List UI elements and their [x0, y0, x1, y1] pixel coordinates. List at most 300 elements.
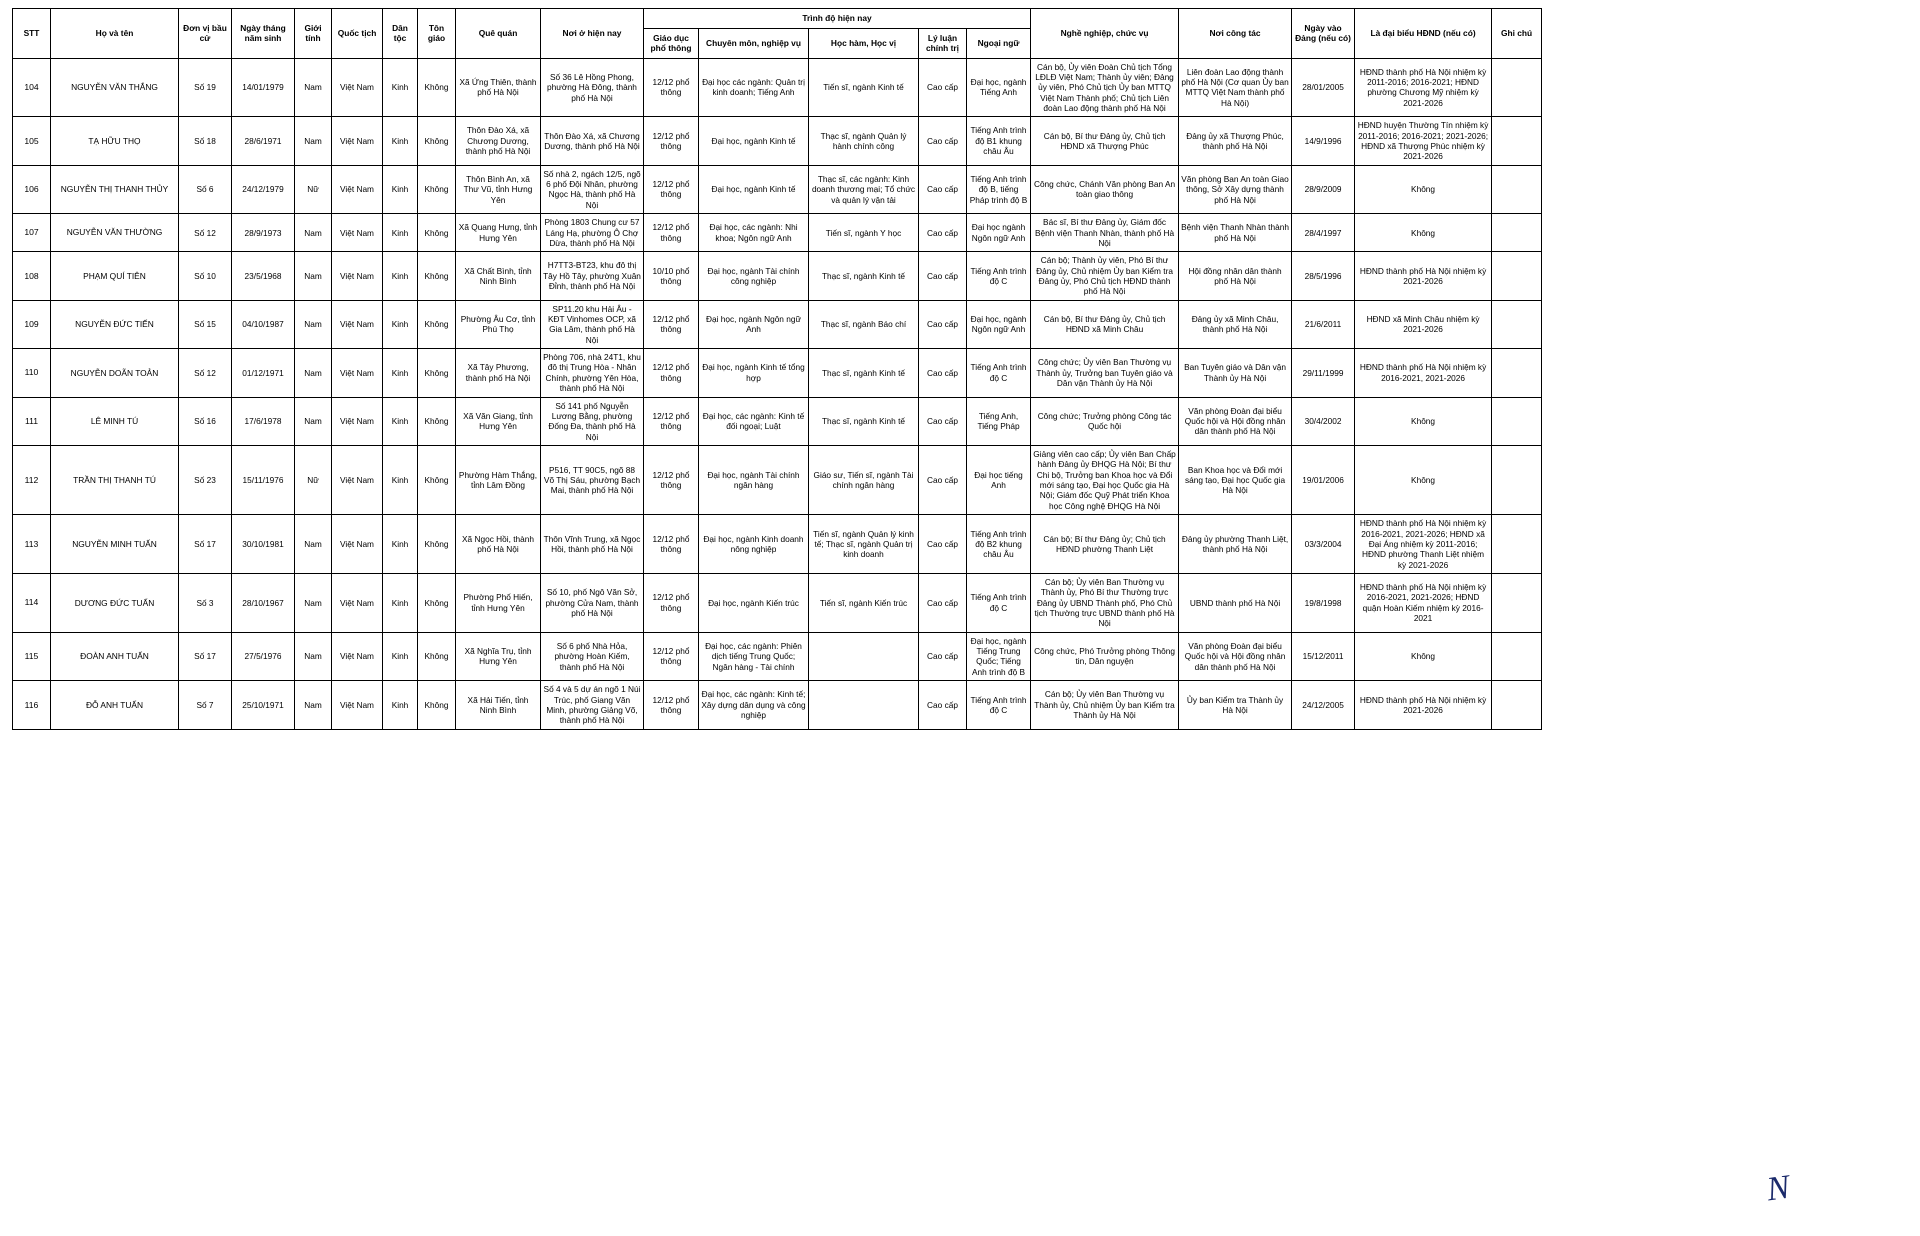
cell-workplace: Ban Tuyên giáo và Dân vận Thành ủy Hà Nội [1179, 349, 1292, 397]
cell-note [1492, 681, 1542, 729]
table-row [13, 165, 1542, 213]
table-row [13, 252, 1542, 300]
cell-political: Cao cấp [919, 446, 967, 515]
cell-hometown: Xã Ứng Thiên, thành phố Hà Nội [456, 58, 541, 117]
cell-stt: 113 [13, 515, 51, 574]
cell-party-date: 30/4/2002 [1292, 397, 1355, 445]
cell-nationality: Việt Nam [332, 397, 383, 445]
cell-religion: Không [418, 573, 456, 632]
header-stt: STT [13, 9, 51, 59]
cell-sex: Nam [295, 214, 332, 252]
cell-party-date: 28/01/2005 [1292, 58, 1355, 117]
cell-religion: Không [418, 681, 456, 729]
cell-job: Công chức; Ủy viên Ban Thường vụ Thành ủy, Trưởng ban Tuyên giáo và Dân vận Thành ủy Hà Nội [1031, 349, 1179, 397]
header-name: Họ và tên [51, 9, 179, 59]
cell-dob: 25/10/1971 [232, 681, 295, 729]
cell-stt: 114 [13, 573, 51, 632]
cell-education: 12/12 phổ thông [644, 214, 699, 252]
cell-ethnic: Kinh [383, 165, 418, 213]
cell-party-date: 15/12/2011 [1292, 632, 1355, 680]
cell-language: Tiếng Anh trình độ B2 khung châu Âu [967, 515, 1031, 574]
cell-academic: Tiến sĩ, ngành Quản lý kinh tế; Thạc sĩ, ngành Quản trị kinh doanh [809, 515, 919, 574]
cell-unit: Số 12 [179, 349, 232, 397]
cell-profession: Đại học, ngành Kiến trúc [699, 573, 809, 632]
cell-residence: H7TT3-BT23, khu đô thị Tây Hồ Tây, phường Xuân Đỉnh, thành phố Hà Nội [541, 252, 644, 300]
cell-hometown: Phường Phố Hiến, tỉnh Hưng Yên [456, 573, 541, 632]
cell-party-date: 21/6/2011 [1292, 300, 1355, 348]
cell-dob: 15/11/1976 [232, 446, 295, 515]
cell-political: Cao cấp [919, 397, 967, 445]
cell-unit: Số 10 [179, 252, 232, 300]
header-hometown: Quê quán [456, 9, 541, 59]
cell-workplace: Văn phòng Đoàn đại biểu Quốc hội và Hội đồng nhân dân thành phố Hà Nội [1179, 632, 1292, 680]
cell-dob: 04/10/1987 [232, 300, 295, 348]
cell-job: Công chức; Trưởng phòng Công tác Quốc hội [1031, 397, 1179, 445]
cell-name: DƯƠNG ĐỨC TUẤN [51, 573, 179, 632]
cell-religion: Không [418, 58, 456, 117]
cell-religion: Không [418, 397, 456, 445]
cell-hdnd: HĐND thành phố Hà Nội nhiệm kỳ 2016-2021, 2021-2026 [1355, 349, 1492, 397]
header-dob: Ngày tháng năm sinh [232, 9, 295, 59]
cell-stt: 116 [13, 681, 51, 729]
cell-workplace: Đảng ủy xã Minh Châu, thành phố Hà Nội [1179, 300, 1292, 348]
cell-hdnd: HĐND thành phố Hà Nội nhiệm kỳ 2016-2021, 2021-2026; HĐND xã Đại Áng nhiệm kỳ 2011-2016; HĐND phường Thanh Liệt nhiệm kỳ 2021-2026 [1355, 515, 1492, 574]
cell-workplace: Văn phòng Ban An toàn Giao thông, Sở Xây dựng thành phố Hà Nội [1179, 165, 1292, 213]
cell-party-date: 29/11/1999 [1292, 349, 1355, 397]
cell-stt: 104 [13, 58, 51, 117]
header-language: Ngoại ngữ [967, 28, 1031, 58]
cell-language: Đại học, ngành Tiếng Trung Quốc; Tiếng Anh trình độ B [967, 632, 1031, 680]
cell-education: 12/12 phổ thông [644, 349, 699, 397]
cell-academic: Tiến sĩ, ngành Y học [809, 214, 919, 252]
cell-sex: Nam [295, 300, 332, 348]
cell-note [1492, 117, 1542, 165]
header-workplace: Nơi công tác [1179, 9, 1292, 59]
cell-party-date: 14/9/1996 [1292, 117, 1355, 165]
cell-ethnic: Kinh [383, 632, 418, 680]
cell-academic: Thạc sĩ, các ngành: Kinh doanh thương mại; Tổ chức và quản lý vận tải [809, 165, 919, 213]
cell-residence: Số 10, phố Ngô Văn Sở, phường Cửa Nam, thành phố Hà Nội [541, 573, 644, 632]
candidate-list-sheet [12, 8, 1533, 730]
cell-nationality: Việt Nam [332, 515, 383, 574]
header-note: Ghi chú [1492, 9, 1542, 59]
cell-academic: Thạc sĩ, ngành Báo chí [809, 300, 919, 348]
cell-note [1492, 165, 1542, 213]
cell-language: Tiếng Anh trình độ C [967, 573, 1031, 632]
cell-ethnic: Kinh [383, 573, 418, 632]
cell-residence: Phòng 1803 Chung cư 57 Láng Hạ, phường Ô Chợ Dừa, thành phố Hà Nội [541, 214, 644, 252]
cell-language: Đại học tiếng Anh [967, 446, 1031, 515]
cell-ethnic: Kinh [383, 515, 418, 574]
cell-nationality: Việt Nam [332, 165, 383, 213]
cell-political: Cao cấp [919, 300, 967, 348]
table-row [13, 300, 1542, 348]
header-job: Nghề nghiệp, chức vụ [1031, 9, 1179, 59]
cell-workplace: Ban Khoa học và Đổi mới sáng tạo, Đại học Quốc gia Hà Nội [1179, 446, 1292, 515]
cell-hometown: Phường Âu Cơ, tỉnh Phú Thọ [456, 300, 541, 348]
cell-job: Cán bộ, Bí thư Đảng ủy, Chủ tịch HĐND xã Thượng Phúc [1031, 117, 1179, 165]
cell-language: Tiếng Anh trình độ C [967, 349, 1031, 397]
cell-profession: Đại học, ngành Kinh tế [699, 165, 809, 213]
cell-hometown: Xã Ngọc Hồi, thành phố Hà Nội [456, 515, 541, 574]
cell-nationality: Việt Nam [332, 349, 383, 397]
cell-political: Cao cấp [919, 349, 967, 397]
cell-stt: 108 [13, 252, 51, 300]
cell-residence: Thôn Vĩnh Trung, xã Ngọc Hồi, thành phố Hà Nội [541, 515, 644, 574]
header-party-date: Ngày vào Đảng (nếu có) [1292, 9, 1355, 59]
table-row [13, 349, 1542, 397]
cell-dob: 28/10/1967 [232, 573, 295, 632]
cell-note [1492, 397, 1542, 445]
cell-sex: Nam [295, 573, 332, 632]
cell-sex: Nam [295, 117, 332, 165]
cell-job: Bác sĩ, Bí thư Đảng ủy, Giám đốc Bệnh viện Thanh Nhàn, thành phố Hà Nội [1031, 214, 1179, 252]
cell-workplace: Đảng ủy phường Thanh Liệt, thành phố Hà Nội [1179, 515, 1292, 574]
cell-party-date: 28/9/2009 [1292, 165, 1355, 213]
cell-note [1492, 632, 1542, 680]
table-row [13, 58, 1542, 117]
cell-hdnd: Không [1355, 632, 1492, 680]
cell-political: Cao cấp [919, 117, 967, 165]
cell-name: TẠ HỮU THỌ [51, 117, 179, 165]
cell-residence: Thôn Đào Xá, xã Chương Dương, thành phố Hà Nội [541, 117, 644, 165]
cell-workplace: Hội đồng nhân dân thành phố Hà Nội [1179, 252, 1292, 300]
handwritten-signature: N [1764, 1168, 1793, 1209]
cell-religion: Không [418, 515, 456, 574]
cell-hometown: Thôn Đào Xá, xã Chương Dương, thành phố Hà Nội [456, 117, 541, 165]
cell-academic [809, 632, 919, 680]
header-ethnic: Dân tộc [383, 9, 418, 59]
table-row [13, 515, 1542, 574]
cell-education: 12/12 phổ thông [644, 165, 699, 213]
cell-sex: Nam [295, 397, 332, 445]
table-body [13, 58, 1542, 729]
cell-stt: 112 [13, 446, 51, 515]
cell-sex: Nam [295, 515, 332, 574]
cell-unit: Số 19 [179, 58, 232, 117]
cell-ethnic: Kinh [383, 446, 418, 515]
cell-note [1492, 446, 1542, 515]
cell-hdnd: HĐND huyện Thường Tín nhiệm kỳ 2011-2016; 2016-2021; 2021-2026; HĐND xã Thượng Phúc nhiệm kỳ 2021-2026 [1355, 117, 1492, 165]
cell-dob: 14/01/1979 [232, 58, 295, 117]
cell-ethnic: Kinh [383, 252, 418, 300]
cell-dob: 28/6/1971 [232, 117, 295, 165]
header-hdnd: Là đại biểu HĐND (nếu có) [1355, 9, 1492, 59]
cell-unit: Số 7 [179, 681, 232, 729]
cell-workplace: Liên đoàn Lao động thành phố Hà Nội (Cơ quan Ủy ban MTTQ Việt Nam thành phố Hà Nội) [1179, 58, 1292, 117]
cell-political: Cao cấp [919, 252, 967, 300]
cell-job: Công chức, Phó Trưởng phòng Thông tin, Dân nguyện [1031, 632, 1179, 680]
cell-residence: Số 4 và 5 dự án ngõ 1 Núi Trúc, phố Giang Văn Minh, phường Giảng Võ, thành phố Hà Nội [541, 681, 644, 729]
cell-stt: 115 [13, 632, 51, 680]
candidate-table [12, 8, 1542, 730]
cell-dob: 17/6/1978 [232, 397, 295, 445]
cell-residence: Số 36 Lê Hồng Phong, phường Hà Đông, thành phố Hà Nội [541, 58, 644, 117]
cell-political: Cao cấp [919, 632, 967, 680]
cell-academic: Thạc sĩ, ngành Kinh tế [809, 349, 919, 397]
cell-workplace: Văn phòng Đoàn đại biểu Quốc hội và Hội đồng nhân dân thành phố Hà Nội [1179, 397, 1292, 445]
cell-hometown: Xã Tây Phương, thành phố Hà Nội [456, 349, 541, 397]
cell-hdnd: HĐND xã Minh Châu nhiệm kỳ 2021-2026 [1355, 300, 1492, 348]
cell-job: Cán bộ, Ủy viên Đoàn Chủ tịch Tổng LĐLĐ Việt Nam; Thành ủy viên; Đảng ủy viên, Phó Chủ tịch Ủy ban MTTQ Việt Nam Thành phố; Chủ tịch Liên đoàn Lao động thành phố Hà Nội [1031, 58, 1179, 117]
cell-unit: Số 15 [179, 300, 232, 348]
cell-residence: SP11.20 khu Hải Âu - KĐT Vinhomes OCP, xã Gia Lâm, thành phố Hà Nội [541, 300, 644, 348]
cell-hdnd: Không [1355, 397, 1492, 445]
cell-nationality: Việt Nam [332, 117, 383, 165]
header-residence: Nơi ở hiện nay [541, 9, 644, 59]
cell-hdnd: HĐND thành phố Hà Nội nhiệm kỳ 2021-2026 [1355, 681, 1492, 729]
cell-dob: 24/12/1979 [232, 165, 295, 213]
cell-profession: Đại học, các ngành: Kinh tế đối ngoại; Luật [699, 397, 809, 445]
cell-note [1492, 515, 1542, 574]
cell-education: 12/12 phổ thông [644, 632, 699, 680]
cell-language: Đại học ngành Ngôn ngữ Anh [967, 214, 1031, 252]
cell-academic: Tiến sĩ, ngành Kinh tế [809, 58, 919, 117]
cell-name: TRẦN THỊ THANH TÚ [51, 446, 179, 515]
cell-stt: 111 [13, 397, 51, 445]
cell-language: Đại học, ngành Ngôn ngữ Anh [967, 300, 1031, 348]
cell-language: Tiếng Anh trình độ C [967, 681, 1031, 729]
table-row [13, 681, 1542, 729]
cell-name: ĐOÀN ANH TUẤN [51, 632, 179, 680]
cell-nationality: Việt Nam [332, 681, 383, 729]
cell-party-date: 19/01/2006 [1292, 446, 1355, 515]
cell-job: Cán bộ; Thành ủy viên, Phó Bí thư Đảng ủy, Chủ nhiệm Ủy ban Kiểm tra Đảng ủy, Phó Chủ tịch HĐND thành phố Hà Nội [1031, 252, 1179, 300]
cell-nationality: Việt Nam [332, 214, 383, 252]
cell-job: Cán bộ; Bí thư Đảng ủy; Chủ tịch HĐND phường Thanh Liệt [1031, 515, 1179, 574]
cell-unit: Số 17 [179, 632, 232, 680]
cell-religion: Không [418, 252, 456, 300]
cell-name: PHẠM QUÍ TIÊN [51, 252, 179, 300]
header-academic: Học hàm, Học vị [809, 28, 919, 58]
cell-academic: Tiến sĩ, ngành Kiến trúc [809, 573, 919, 632]
cell-job: Công chức, Chánh Văn phòng Ban An toàn giao thông [1031, 165, 1179, 213]
cell-name: NGUYỄN VĂN THẮNG [51, 58, 179, 117]
header-nationality: Quốc tịch [332, 9, 383, 59]
cell-hometown: Xã Quang Hưng, tỉnh Hưng Yên [456, 214, 541, 252]
cell-dob: 30/10/1981 [232, 515, 295, 574]
cell-party-date: 24/12/2005 [1292, 681, 1355, 729]
cell-profession: Đại học, ngành Ngôn ngữ Anh [699, 300, 809, 348]
cell-profession: Đại học, ngành Kinh tế [699, 117, 809, 165]
cell-academic: Thạc sĩ, ngành Quản lý hành chính công [809, 117, 919, 165]
cell-profession: Đại học, ngành Kinh doanh nông nghiệp [699, 515, 809, 574]
cell-party-date: 28/4/1997 [1292, 214, 1355, 252]
cell-language: Tiếng Anh trình độ B1 khung châu Âu [967, 117, 1031, 165]
cell-name: ĐỖ ANH TUẤN [51, 681, 179, 729]
cell-hdnd: Không [1355, 214, 1492, 252]
cell-note [1492, 300, 1542, 348]
cell-religion: Không [418, 117, 456, 165]
cell-unit: Số 23 [179, 446, 232, 515]
cell-hometown: Xã Hải Tiến, tỉnh Ninh Bình [456, 681, 541, 729]
cell-education: 12/12 phổ thông [644, 446, 699, 515]
table-row [13, 117, 1542, 165]
cell-political: Cao cấp [919, 515, 967, 574]
cell-residence: Số 141 phố Nguyễn Lương Bằng, phường Đống Đa, thành phố Hà Nội [541, 397, 644, 445]
cell-unit: Số 6 [179, 165, 232, 213]
cell-workplace: Ủy ban Kiểm tra Thành ủy Hà Nội [1179, 681, 1292, 729]
cell-religion: Không [418, 446, 456, 515]
cell-political: Cao cấp [919, 165, 967, 213]
cell-hometown: Phường Hàm Thắng, tỉnh Lâm Đồng [456, 446, 541, 515]
cell-unit: Số 3 [179, 573, 232, 632]
cell-party-date: 19/8/1998 [1292, 573, 1355, 632]
cell-dob: 23/5/1968 [232, 252, 295, 300]
header-row-group [13, 9, 1542, 29]
cell-nationality: Việt Nam [332, 252, 383, 300]
cell-stt: 110 [13, 349, 51, 397]
cell-note [1492, 252, 1542, 300]
cell-dob: 01/12/1971 [232, 349, 295, 397]
cell-hdnd: Không [1355, 446, 1492, 515]
cell-workplace: Bệnh viện Thanh Nhàn thành phố Hà Nội [1179, 214, 1292, 252]
cell-ethnic: Kinh [383, 214, 418, 252]
cell-unit: Số 18 [179, 117, 232, 165]
cell-religion: Không [418, 349, 456, 397]
cell-sex: Nữ [295, 446, 332, 515]
cell-hdnd: HĐND thành phố Hà Nội nhiệm kỳ 2021-2026 [1355, 252, 1492, 300]
cell-sex: Nam [295, 349, 332, 397]
cell-academic: Giáo sư, Tiến sĩ, ngành Tài chính ngân hàng [809, 446, 919, 515]
cell-sex: Nam [295, 252, 332, 300]
table-row [13, 446, 1542, 515]
cell-nationality: Việt Nam [332, 446, 383, 515]
cell-academic [809, 681, 919, 729]
cell-political: Cao cấp [919, 573, 967, 632]
cell-nationality: Việt Nam [332, 58, 383, 117]
cell-nationality: Việt Nam [332, 300, 383, 348]
cell-residence: P516, TT 90C5, ngõ 88 Võ Thị Sáu, phường Bạch Mai, thành phố Hà Nội [541, 446, 644, 515]
table-row [13, 632, 1542, 680]
cell-ethnic: Kinh [383, 349, 418, 397]
cell-education: 12/12 phổ thông [644, 397, 699, 445]
cell-profession: Đại học các ngành: Quản trị kinh doanh; Tiếng Anh [699, 58, 809, 117]
cell-stt: 109 [13, 300, 51, 348]
cell-education: 12/12 phổ thông [644, 515, 699, 574]
cell-party-date: 28/5/1996 [1292, 252, 1355, 300]
cell-language: Tiếng Anh, Tiếng Pháp [967, 397, 1031, 445]
cell-profession: Đại học, ngành Kinh tế tổng hợp [699, 349, 809, 397]
cell-hometown: Xã Chất Bình, tỉnh Ninh Bình [456, 252, 541, 300]
cell-nationality: Việt Nam [332, 632, 383, 680]
cell-unit: Số 16 [179, 397, 232, 445]
cell-language: Tiếng Anh trình độ B, tiếng Pháp trình độ B [967, 165, 1031, 213]
header-sex: Giới tính [295, 9, 332, 59]
cell-note [1492, 573, 1542, 632]
cell-residence: Số nhà 2, ngách 12/5, ngõ 6 phố Đội Nhân, phường Ngọc Hà, thành phố Hà Nội [541, 165, 644, 213]
header-profession: Chuyên môn, nghiệp vụ [699, 28, 809, 58]
cell-name: NGUYỄN ĐỨC TIẾN [51, 300, 179, 348]
header-qualification-group: Trình độ hiện nay [644, 9, 1031, 29]
cell-party-date: 03/3/2004 [1292, 515, 1355, 574]
cell-job: Giảng viên cao cấp; Ủy viên Ban Chấp hành Đảng ủy ĐHQG Hà Nội; Bí thư Chi bộ, Trưởng ban Khoa học và Đổi mới sáng tạo, Đại học Quốc gia Hà Nội; Giám đốc Quỹ Phát triển Khoa học Công nghệ ĐHQG Hà Nội [1031, 446, 1179, 515]
cell-note [1492, 58, 1542, 117]
cell-academic: Thạc sĩ, ngành Kinh tế [809, 397, 919, 445]
table-row [13, 214, 1542, 252]
cell-hometown: Thôn Bình An, xã Thư Vũ, tỉnh Hưng Yên [456, 165, 541, 213]
cell-note [1492, 349, 1542, 397]
cell-political: Cao cấp [919, 681, 967, 729]
cell-stt: 105 [13, 117, 51, 165]
cell-dob: 28/9/1973 [232, 214, 295, 252]
cell-political: Cao cấp [919, 214, 967, 252]
cell-education: 12/12 phổ thông [644, 681, 699, 729]
cell-hdnd: HĐND thành phố Hà Nội nhiệm kỳ 2011-2016; 2016-2021; HĐND phường Chương Mỹ nhiệm kỳ 2021-2026 [1355, 58, 1492, 117]
cell-name: NGUYỄN VĂN THƯỜNG [51, 214, 179, 252]
cell-residence: Số 6 phố Nhà Hỏa, phường Hoàn Kiếm, thành phố Hà Nội [541, 632, 644, 680]
table-row [13, 397, 1542, 445]
cell-hometown: Xã Văn Giang, tỉnh Hưng Yên [456, 397, 541, 445]
cell-workplace: UBND thành phố Hà Nội [1179, 573, 1292, 632]
cell-stt: 106 [13, 165, 51, 213]
cell-religion: Không [418, 214, 456, 252]
cell-sex: Nam [295, 632, 332, 680]
cell-note [1492, 214, 1542, 252]
cell-ethnic: Kinh [383, 397, 418, 445]
table-row [13, 573, 1542, 632]
cell-sex: Nữ [295, 165, 332, 213]
cell-name: NGUYỄN MINH TUẤN [51, 515, 179, 574]
cell-profession: Đại học, các ngành: Nhi khoa; Ngôn ngữ Anh [699, 214, 809, 252]
cell-religion: Không [418, 632, 456, 680]
cell-nationality: Việt Nam [332, 573, 383, 632]
header-education: Giáo dục phổ thông [644, 28, 699, 58]
cell-job: Cán bộ; Ủy viên Ban Thường vụ Thành ủy, Phó Bí thư Thường trực Đảng ủy UBND Thành phố, Phó Chủ tịch Thường trực UBND thành phố Hà Nội [1031, 573, 1179, 632]
cell-profession: Đại học, ngành Tài chính công nghiệp [699, 252, 809, 300]
cell-profession: Đại học, các ngành: Phiên dịch tiếng Trung Quốc; Ngân hàng - Tài chính [699, 632, 809, 680]
header-political: Lý luận chính trị [919, 28, 967, 58]
cell-ethnic: Kinh [383, 300, 418, 348]
cell-religion: Không [418, 165, 456, 213]
cell-political: Cao cấp [919, 58, 967, 117]
cell-profession: Đại học, các ngành: Kinh tế; Xây dựng dân dụng và công nghiệp [699, 681, 809, 729]
cell-language: Đại học, ngành Tiếng Anh [967, 58, 1031, 117]
cell-ethnic: Kinh [383, 58, 418, 117]
cell-education: 12/12 phổ thông [644, 573, 699, 632]
cell-residence: Phòng 706, nhà 24T1, khu đô thị Trung Hòa - Nhân Chính, phường Yên Hòa, thành phố Hà Nội [541, 349, 644, 397]
cell-job: Cán bộ; Ủy viên Ban Thường vụ Thành ủy, Chủ nhiệm Ủy ban Kiểm tra Thành ủy Hà Nội [1031, 681, 1179, 729]
cell-sex: Nam [295, 58, 332, 117]
table-header [13, 9, 1542, 59]
header-religion: Tôn giáo [418, 9, 456, 59]
cell-academic: Thạc sĩ, ngành Kinh tế [809, 252, 919, 300]
cell-dob: 27/5/1976 [232, 632, 295, 680]
cell-ethnic: Kinh [383, 681, 418, 729]
cell-hdnd: Không [1355, 165, 1492, 213]
cell-name: LÊ MINH TÚ [51, 397, 179, 445]
cell-education: 10/10 phổ thông [644, 252, 699, 300]
cell-language: Tiếng Anh trình độ C [967, 252, 1031, 300]
cell-profession: Đại học, ngành Tài chính ngân hàng [699, 446, 809, 515]
cell-hdnd: HĐND thành phố Hà Nội nhiệm kỳ 2016-2021, 2021-2026; HĐND quận Hoàn Kiếm nhiệm kỳ 2016-2021 [1355, 573, 1492, 632]
cell-name: NGUYỄN THỊ THANH THỦY [51, 165, 179, 213]
cell-stt: 107 [13, 214, 51, 252]
cell-unit: Số 17 [179, 515, 232, 574]
cell-education: 12/12 phổ thông [644, 117, 699, 165]
cell-unit: Số 12 [179, 214, 232, 252]
cell-education: 12/12 phổ thông [644, 300, 699, 348]
cell-job: Cán bộ, Bí thư Đảng ủy, Chủ tịch HĐND xã Minh Châu [1031, 300, 1179, 348]
cell-hometown: Xã Nghĩa Trụ, tỉnh Hưng Yên [456, 632, 541, 680]
cell-ethnic: Kinh [383, 117, 418, 165]
cell-workplace: Đảng ủy xã Thượng Phúc, thành phố Hà Nội [1179, 117, 1292, 165]
cell-religion: Không [418, 300, 456, 348]
cell-sex: Nam [295, 681, 332, 729]
header-unit: Đơn vị bầu cử [179, 9, 232, 59]
cell-name: NGUYỄN DOÃN TOẢN [51, 349, 179, 397]
cell-education: 12/12 phổ thông [644, 58, 699, 117]
